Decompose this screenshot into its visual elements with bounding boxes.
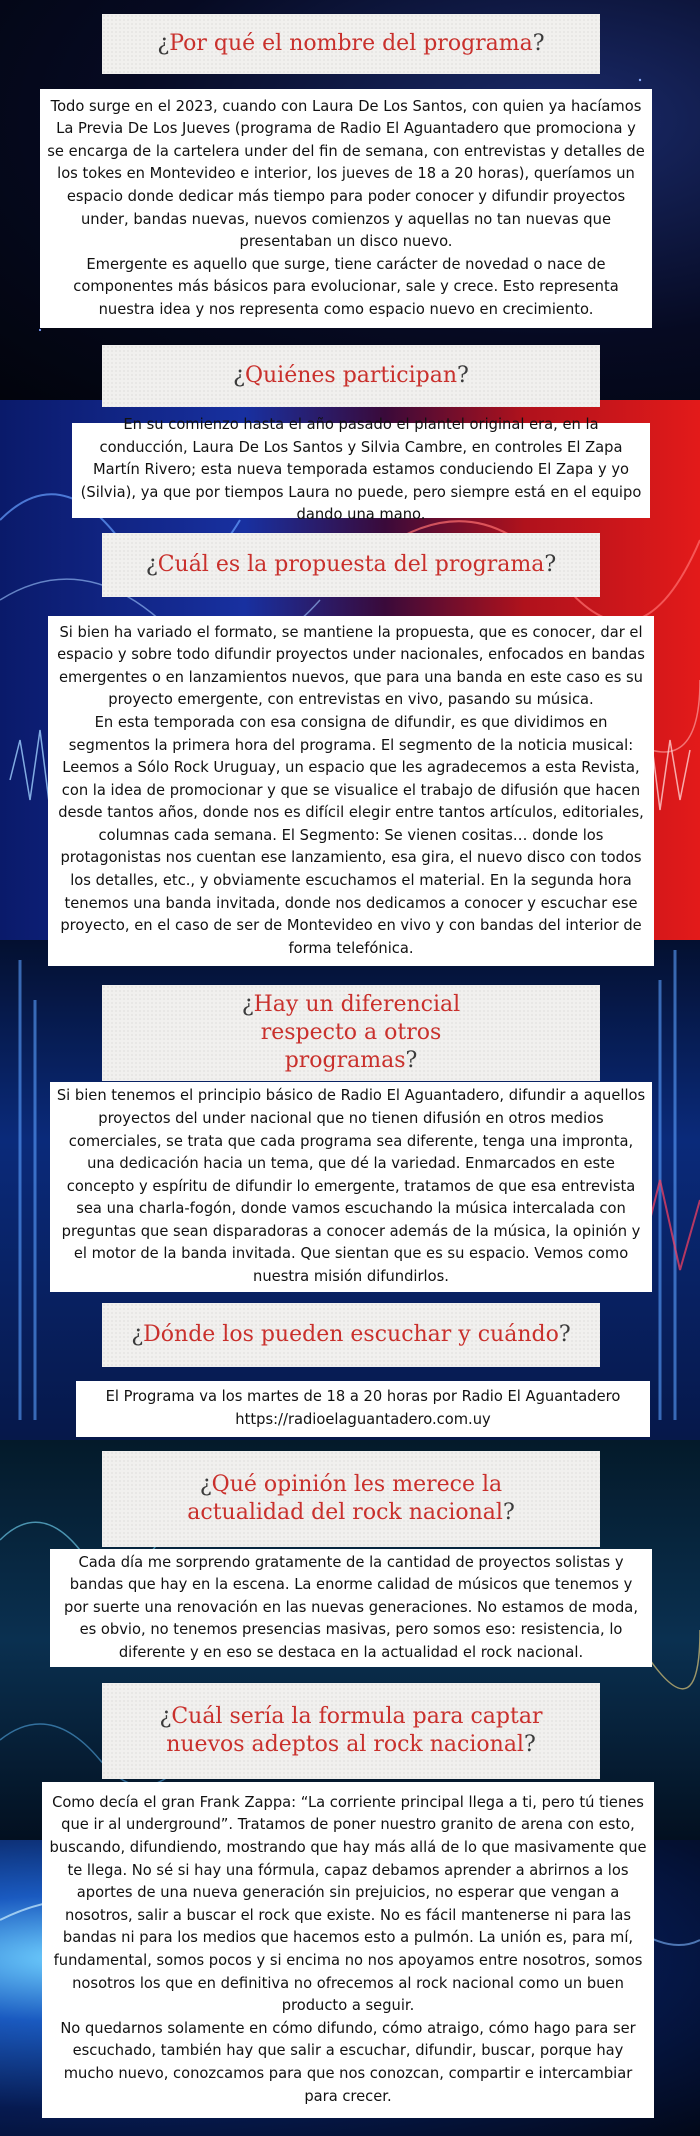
question-text: Cuál es la propuesta del programa (157, 552, 545, 577)
answer-paragraph: Emergente es aquello que surge, tiene carácter de novedad o nace de componentes más básicos para evolucionar, sale y crece. Esto representa nuestra idea y nos representa como espacio nuevo en crecimiento. (73, 255, 619, 318)
question-heading: ¿Hay un diferencial respecto a otros programas? (102, 985, 600, 1081)
question-heading: ¿Dónde los pueden escuchar y cuándo? (102, 1303, 600, 1367)
question-heading: ¿Cuál es la propuesta del programa? (102, 533, 600, 597)
question-text: Cuál sería la formula para captar nuevos adeptos al rock nacional (166, 1704, 543, 1757)
question-heading: ¿Quiénes participan? (102, 345, 600, 407)
answer-paragraph: Todo surge en el 2023, cuando con Laura De Los Santos, con quien ya hacíamos La Previa De Los Jueves (programa de Radio El Aguantadero que promociona y se encarga de la cartelera under del fin de semana, con entrevistas y detalles de los tokes en Montevideo e interior, los jueves de 18 a 20 horas), queríamos un espacio donde dedicar más tiempo para poder conocer y difundir proyectos under, bandas nuevas, nuevos comienzos y aquellas no tan nuevas que presentaban un disco nuevo. (47, 97, 645, 251)
question-text: Por qué el nombre del programa (169, 31, 533, 56)
answer-box (40, 89, 652, 328)
answer-paragraph: Cada día me sorprendo gratamente de la cantidad de proyectos solistas y bandas que hay en la escena. La enorme calidad de músicos que tenemos y por suerte una renovación en las nuevas generaciones. No estamos de moda, es obvio, no tenemos presencias masivas, pero somos eso: resistencia, lo diferente y en eso se destaca en la actualidad el rock nacional. (64, 1553, 638, 1661)
question-heading: ¿Qué opinión les merece la actualidad del rock nacional? (102, 1451, 600, 1547)
question-text: Dónde los pueden escuchar y cuándo (143, 1322, 559, 1347)
answer-box (42, 1782, 654, 2118)
answer-box (76, 1381, 650, 1437)
answer-paragraph: El Programa va los martes de 18 a 20 horas por Radio El Aguantadero (105, 1388, 621, 1406)
answer-paragraph: Como decía el gran Frank Zappa: “La corriente principal llega a ti, pero tú tienes que ir al underground”. Tratamos de poner nuestro granito de arena con esto, buscando, difundiendo, mostrando que hay más allá de lo que masivamente que te llega. No sé si hay una fórmula, capaz debamos aprender a abrirnos a los aportes de una nueva generación sin prejuicios, no esperar que vengan a nosotros, salir a buscar el rock que existe. No es fácil mantenerse ni para las bandas ni para los medios que hacemos esto a pulmón. La unión es, para mí, fundamental, somos pocos y si encima no nos apoyamos entre nosotros, somos nosotros los que en definitiva no ofrecemos al rock nacional como un buen producto a seguir. (49, 1793, 647, 2015)
radio-website-link[interactable]: https://radioelaguantadero.com.uy (235, 1411, 491, 1428)
answer-box (72, 416, 650, 524)
answer-paragraph: Si bien ha variado el formato, se mantiene la propuesta, que es conocer, dar el espacio y sobre todo difundir proyectos under nacionales, enfocados en bandas emergentes o en lanzamientos nuevos, que para una banda en este caso es su proyecto emergente, con entrevistas en vivo, pasando su música. (57, 623, 645, 709)
answer-box (50, 1082, 652, 1292)
question-text: Quiénes participan (244, 363, 458, 388)
question-heading: ¿Por qué el nombre del programa? (102, 14, 600, 74)
question-text: Hay un diferencial respecto a otros programas (253, 992, 461, 1073)
answer-paragraph: En su comienzo hasta el año pasado el plantel original era, en la conducción, Laura De Los Santos y Silvia Cambre, en controles El Zapa Martín Rivero; esta nueva temporada estamos conduciendo El Zapa y yo (Silvia), ya que por tiempos Laura no puede, pero siempre está en el equipo dando una mano. (80, 416, 642, 524)
question-text: Qué opinión les merece la actualidad del rock nacional (187, 1472, 503, 1525)
answer-box (50, 1549, 652, 1667)
question-heading: ¿Cuál sería la formula para captar nuevos adeptos al rock nacional? (102, 1683, 600, 1779)
answer-paragraph: En esta temporada con esa consigna de difundir, es que dividimos en segmentos la primera hora del programa. El segmento de la noticia musical: Leemos a Sólo Rock Uruguay, un espacio que les agradecemos a esta Revista, con la idea de promocionar y que se visualice el trabajo de difusión que hacen desde tantos años, donde nos es difícil elegir entre tantos artículos, editoriales, columnas cada semana. El Segmento: Se vienen cositas… donde los protagonistas nos cuentan ese lanzamiento, esa gira, el nuevo disco con todos los detalles, etc., y obviamente escuchamos el material. En la segunda hora tenemos una banda invitada, donde nos dedicamos a conocer y escuchar ese proyecto, en el caso de ser de Montevideo en vivo y con bandas del interior de forma telefónica. (58, 713, 644, 957)
answer-paragraph: Si bien tenemos el principio básico de Radio El Aguantadero, difundir a aquellos proyectos del under nacional que no tienen difusión en otros medios comerciales, se trata que cada programa sea diferente, tenga una impronta, una dedicación hacia un tema, que dé la variedad. Enmarcados en este concepto y espíritu de difundir lo emergente, tratamos de que esa entrevista sea una charla-fogón, donde vamos escuchando la música intercalada con preguntas que sean disparadoras a conocer además de la música, la opinión y el motor de la banda invitada. Que sientan que es su espacio. Vemos como nuestra misión difundirlos. (56, 1087, 646, 1286)
answer-box (48, 616, 654, 966)
answer-paragraph: No quedarnos solamente en cómo difundo, cómo atraigo, cómo hago para ser escuchado, también hay que salir a escuchar, difundir, buscar, porque hay mucho nuevo, conozcamos para que nos conozcan, compartir e intercambiar para crecer. (60, 2019, 636, 2105)
